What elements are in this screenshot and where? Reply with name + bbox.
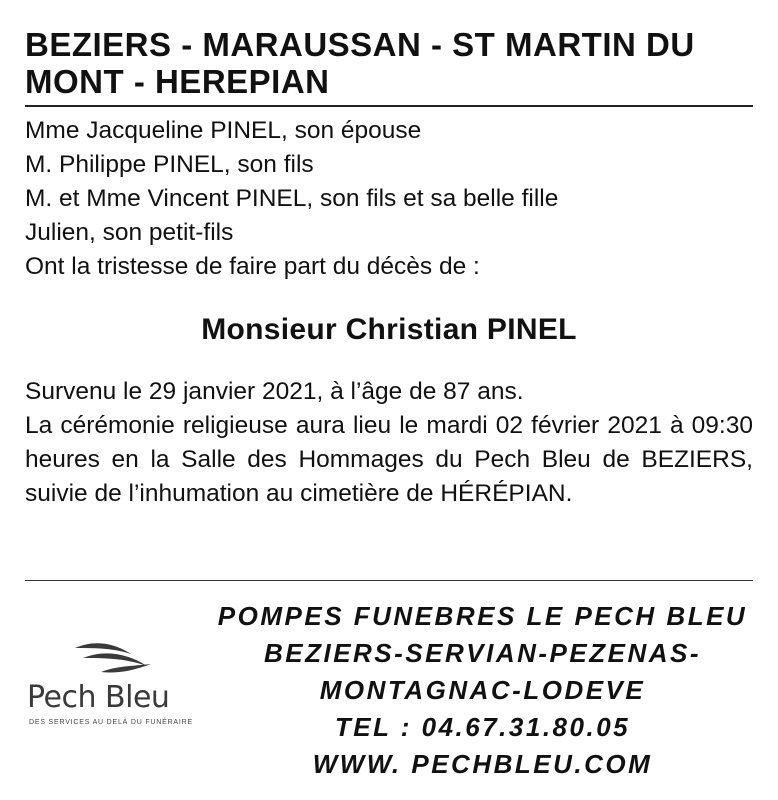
company-locations-2: MONTAGNAC-LODEVE bbox=[319, 675, 646, 705]
logo-tagline: DES SERVICES AU DELÀ DU FUNÉRAIRE bbox=[29, 719, 193, 726]
family-line: Julien, son petit-fils bbox=[25, 219, 234, 246]
company-locations-1: BEZIERS-SERVIAN-PEZENAS- bbox=[263, 638, 702, 668]
family-line: Ont la tristesse de faire part du décès de : bbox=[25, 253, 480, 280]
company-name: POMPES FUNEBRES LE PECH BLEU bbox=[217, 601, 748, 631]
company-block bbox=[200, 598, 765, 783]
family-line: Mme Jacqueline PINEL, son épouse bbox=[25, 117, 422, 144]
death-date: Survenu le 29 janvier 2021, à l’âge de 87 ans. bbox=[25, 378, 524, 405]
ceremony-info: La cérémonie religieuse aura lieu le mardi 02 février 2021 à 09:30 heures en la Salle des Hommages du Pech Bleu de BEZIERS, suivie de l’inhumation au cimetière de HÉRÉPIAN. bbox=[25, 412, 753, 507]
logo-name: Pech Bleu bbox=[27, 680, 170, 715]
deceased-name: Monsieur Christian PINEL bbox=[201, 313, 577, 346]
header-line-2: MONT - HEREPIAN bbox=[25, 63, 330, 100]
pech-bleu-logo bbox=[25, 636, 210, 736]
locations-header bbox=[25, 26, 755, 100]
company-phone: TEL : 04.67.31.80.05 bbox=[334, 712, 631, 742]
details-text bbox=[25, 375, 753, 511]
family-list bbox=[25, 114, 755, 284]
bird-wing-icon bbox=[73, 636, 163, 680]
header-line-1: BEZIERS - MARAUSSAN - ST MARTIN DU bbox=[25, 26, 695, 63]
family-line: M. et Mme Vincent PINEL, son fils et sa belle fille bbox=[25, 185, 559, 212]
bottom-divider bbox=[25, 580, 753, 581]
company-website: WWW. PECHBLEU.COM bbox=[312, 749, 653, 779]
family-line: M. Philippe PINEL, son fils bbox=[25, 151, 314, 178]
top-divider bbox=[25, 105, 753, 107]
